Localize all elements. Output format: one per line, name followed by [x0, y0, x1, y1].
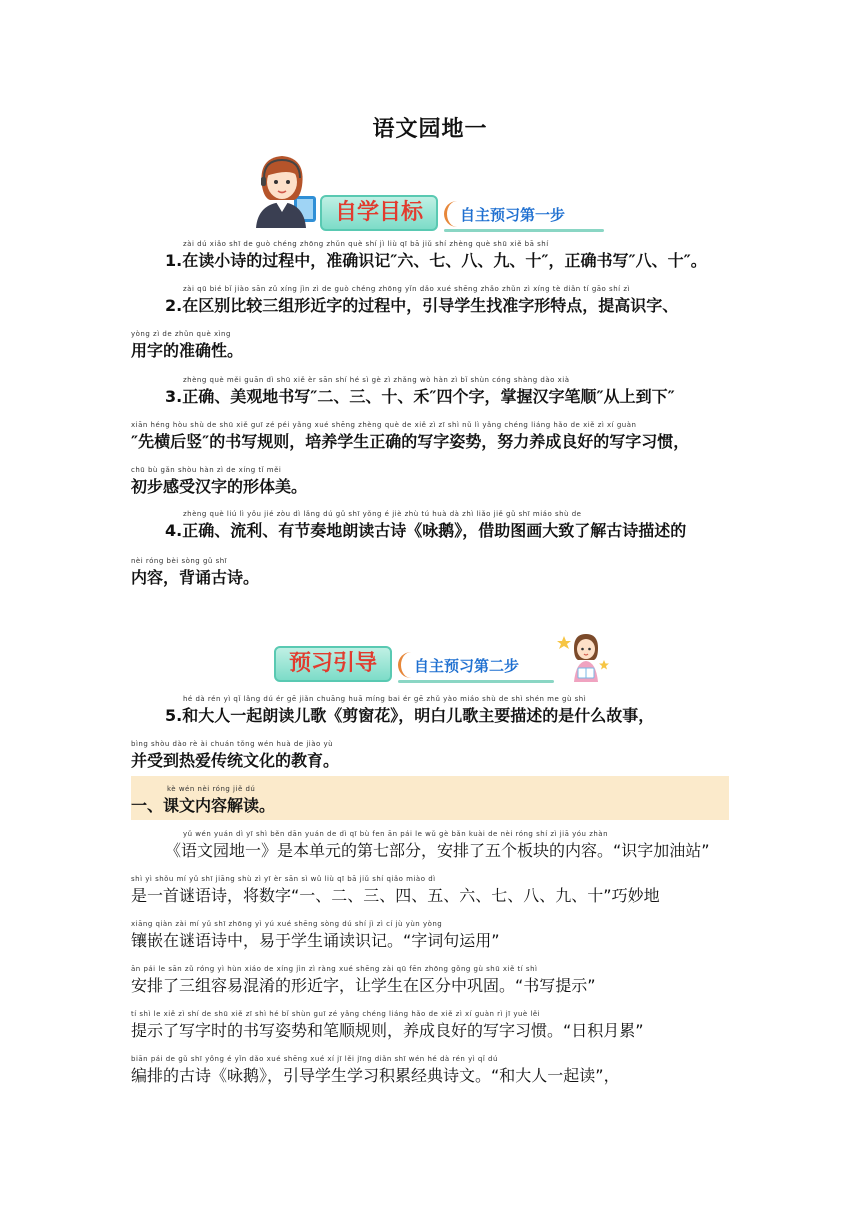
pinyin-line: xiāng qiàn zài mí yǔ shī zhōng yì yú xué shēng sòng dú shí jì zì cí jù yùn yòng: [131, 920, 443, 928]
goal-item-2-cont: 用字的准确性。: [131, 341, 244, 360]
teacher-avatar-icon: [246, 150, 320, 228]
banner-hook: [398, 652, 411, 678]
banner-preview-guide: [274, 644, 564, 684]
banner-underline: [398, 680, 554, 683]
banner-hook: [444, 201, 457, 227]
body-line: 提示了写字时的书写姿势和笔顺规则，养成良好的写字习惯。“日积月累”: [131, 1021, 644, 1040]
body-line: 是一首谜语诗，将数字“一、二、三、四、五、六、七、八、九、十”巧妙地: [131, 886, 660, 905]
pinyin-line: nèi róng bèi sòng gǔ shī: [131, 557, 228, 565]
pinyin-line: ān pái le sān zǔ róng yì hùn xiáo de xíng jìn zì ràng xué shēng zài qū fēn zhōng gǒng gù shū xiě tí shì: [131, 965, 538, 973]
reading-girl-icon: [554, 630, 614, 684]
page-title: 语文园地一: [372, 117, 488, 142]
body-line: 《语文园地一》是本单元的第七部分，安排了五个板块的内容。“识字加油站”: [165, 841, 710, 860]
section-heading: 一、课文内容解读。: [131, 796, 276, 815]
pinyin-line: kè wén nèi róng jiě dú: [167, 785, 256, 793]
banner-subtitle: 自主预习第二步: [414, 657, 520, 675]
banner-self-study-goal: [320, 193, 610, 233]
goal-item-4-cont: 内容，背诵古诗。: [131, 568, 260, 587]
pinyin-line: zhèng què liú lì yǒu jié zòu dì lǎng dú gǔ shī yǒng é jiè zhù tú huà dà zhì liǎo jiě gǔ shī miáo shù de: [183, 510, 582, 518]
pinyin-line: zài dú xiǎo shī de guò chéng zhōng zhǔn què shí jì liù qī bā jiǔ shí zhèng què shū xiě bā shí: [183, 240, 549, 248]
pinyin-line: zhèng què měi guān dì shū xiě èr sān shí hé sì gè zì zhǎng wò hàn zì bǐ shùn cóng shàng dào xià: [183, 376, 570, 384]
pinyin-line: yǔ wén yuán dì yī shì běn dān yuán de dì qī bù fen ān pái le wǔ gè bǎn kuài de nèi róng shí zì jiā yóu zhàn: [183, 830, 609, 838]
pinyin-line: zài qū bié bǐ jiào sān zǔ xíng jìn zì de guò chéng zhōng yǐn dǎo xué shēng zhǎo zhǔn zì xíng tè diǎn tí gāo shí zì: [183, 285, 630, 293]
pinyin-line: tí shì le xiě zì shí de shū xiě zī shì hé bǐ shùn guī zé yǎng chéng liáng hǎo de xiě zì xí guàn rì jī yuè lěi: [131, 1010, 541, 1018]
body-line: 编排的古诗《咏鹅》，引导学生学习积累经典诗文。“和大人一起读”，: [131, 1066, 620, 1085]
body-line: 镶嵌在谜语诗中，易于学生诵读识记。“字词句运用”: [131, 931, 500, 950]
pinyin-line: shì yì shǒu mí yǔ shī jiāng shù zì yī èr sān sì wǔ liù qī bā jiǔ shí qiǎo miào dì: [131, 875, 436, 883]
banner-title: 预习引导: [274, 646, 392, 682]
goal-item-4: 4.正确、流利、有节奏地朗读古诗《咏鹅》，借助图画大致了解古诗描述的: [165, 521, 687, 540]
goal-item-3: 3.正确、美观地书写″二、三、十、禾″四个字，掌握汉字笔顺″从上到下″: [165, 387, 675, 406]
goal-item-2: 2.在区别比较三组形近字的过程中，引导学生找准字形特点，提高识字、: [165, 296, 679, 315]
body-line: 安排了三组容易混淆的形近字，让学生在区分中巩固。“书写提示”: [131, 976, 596, 995]
pinyin-line: yòng zì de zhǔn què xìng: [131, 330, 231, 338]
pinyin-line: biān pái de gǔ shī yǒng é yǐn dǎo xué shēng xué xí jī lěi jīng diǎn shī wén hé dà rén yì qǐ dú: [131, 1055, 498, 1063]
pinyin-line: xiān héng hòu shù de shū xiě guī zé péi yǎng xué shēng zhèng què de xiě zì zī shì nǔ lì yǎng chéng liáng hǎo de xiě zì xí guàn: [131, 421, 637, 429]
pinyin-line: hé dà rén yì qǐ lǎng dú ér gē jiǎn chuāng huā míng bai ér gē zhǔ yào miáo shù de shì shén me gù shì: [183, 695, 587, 703]
banner-title: 自学目标: [320, 195, 438, 231]
pinyin-line: bìng shòu dào rè ài chuán tǒng wén huà de jiào yù: [131, 740, 334, 748]
goal-item-1: 1.在读小诗的过程中，准确识记″六、七、八、九、十″，正确书写″八、十″。: [165, 251, 707, 270]
pinyin-line: chū bù gǎn shòu hàn zì de xíng tǐ měi: [131, 466, 282, 474]
goal-item-3-cont: ″先横后竖″的书写规则，培养学生正确的写字姿势，努力养成良好的写字习惯，: [131, 432, 690, 451]
goal-item-3-cont2: 初步感受汉字的形体美。: [131, 477, 308, 496]
guide-item-5-cont: 并受到热爱传统文化的教育。: [131, 751, 340, 770]
banner-underline: [444, 229, 604, 232]
guide-item-5: 5.和大人一起朗读儿歌《剪窗花》，明白儿歌主要描述的是什么故事，: [165, 706, 655, 725]
banner-subtitle: 自主预习第一步: [460, 206, 566, 224]
